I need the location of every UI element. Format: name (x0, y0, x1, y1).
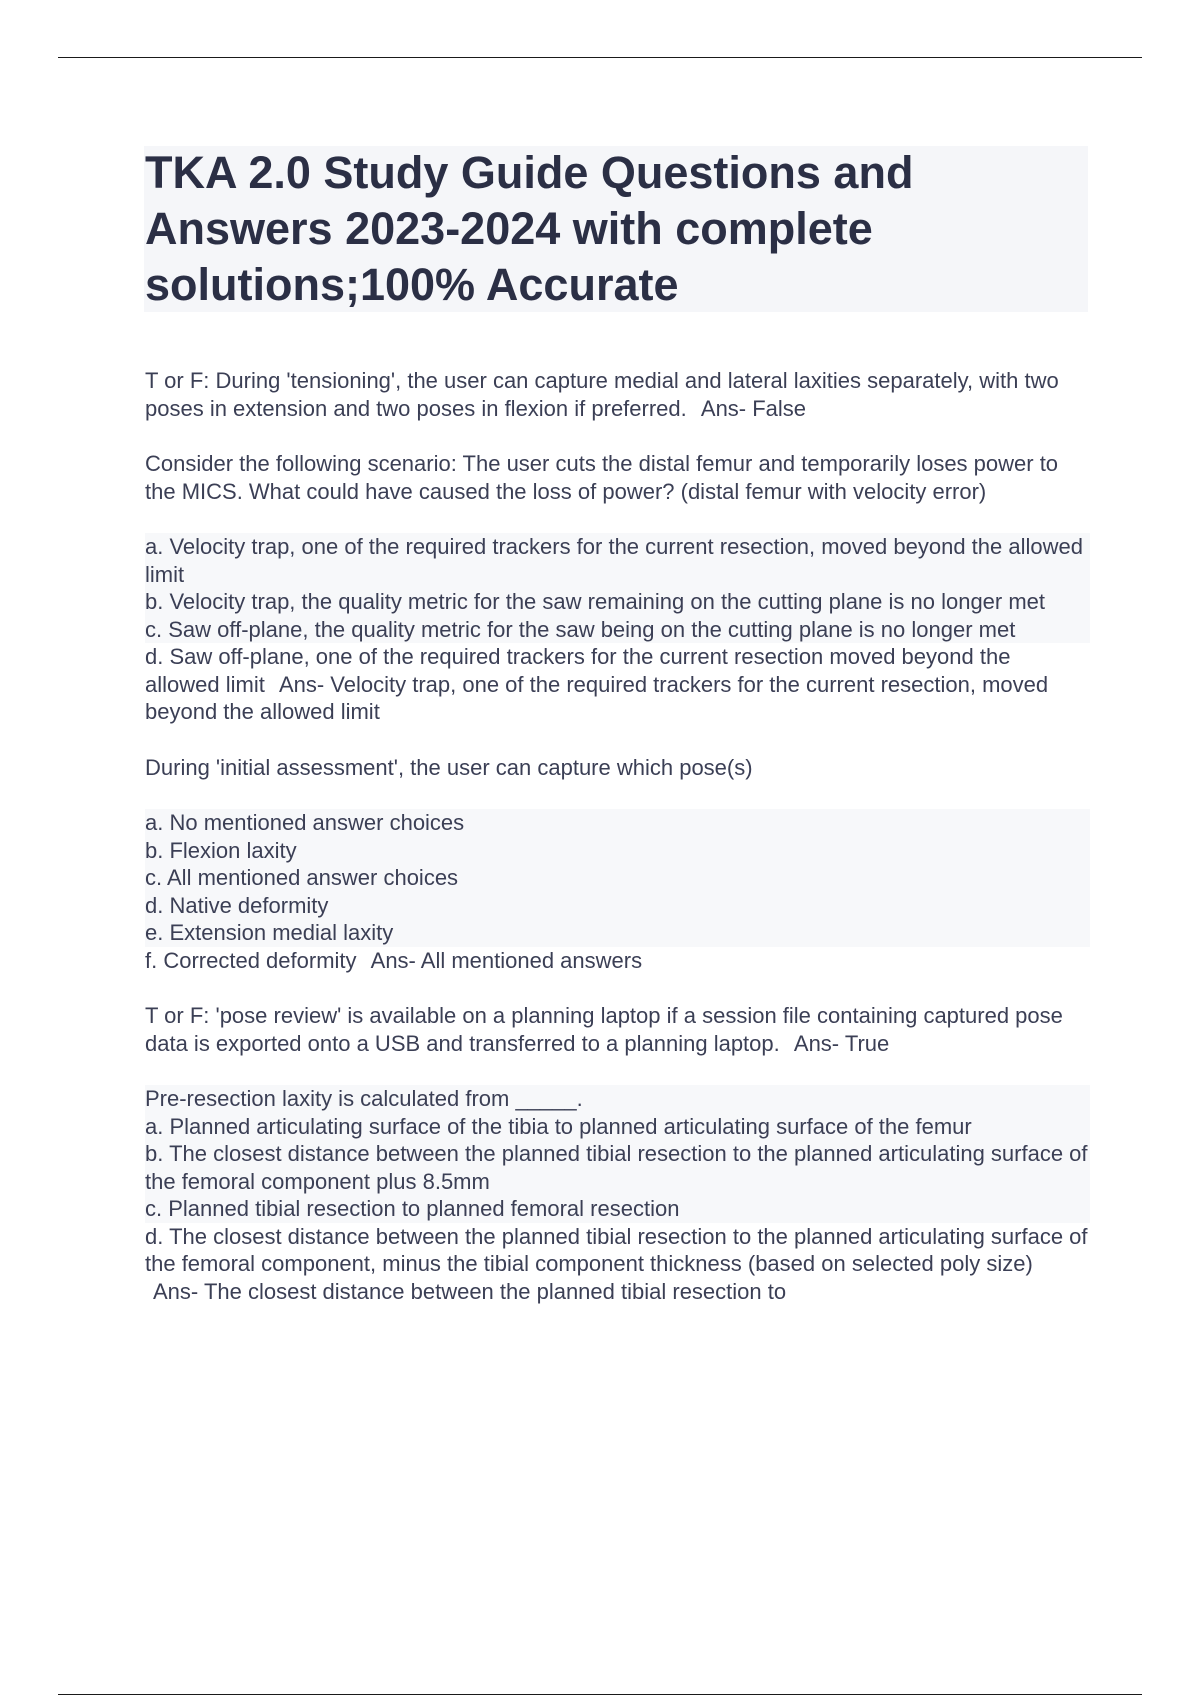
document-title: TKA 2.0 Study Guide Questions and Answers 2023-2024 with complete solutions;100% Accurate (145, 147, 914, 310)
question-block-tensioning (145, 367, 1090, 422)
option-item: c. Planned tibial resection to planned femoral resection (145, 1195, 1090, 1223)
option-item: b. Velocity trap, the quality metric for the saw remaining on the cutting plane is no longer met (145, 588, 1090, 616)
option-item: b. The closest distance between the planned tibial resection to the planned articulating surface of the femoral component plus 8.5mm (145, 1140, 1090, 1195)
question-text: T or F: 'pose review' is available on a planning laptop if a session file containing captured pose data is exported onto a USB and transferred to a planning laptop. (145, 1003, 1063, 1056)
answer-text: Ans- All mentioned answers (370, 947, 643, 973)
option-item: d. Native deformity (145, 892, 1090, 920)
option-item: a. Planned articulating surface of the tibia to planned articulating surface of the femur (145, 1113, 1090, 1141)
option-item: c. Saw off-plane, the quality metric for the saw being on the cutting plane is no longer met (145, 616, 1090, 644)
answer-text: Ans- The closest distance between the planned tibial resection to (153, 1278, 787, 1304)
answer-text: Ans- Velocity trap, one of the required trackers for the current resection, moved beyond the allowed limit (145, 671, 1049, 724)
question-text: Pre-resection laxity is calculated from _____. (145, 1085, 1090, 1113)
question-text: Consider the following scenario: The user cuts the distal femur and temporarily loses power to the MICS. What could have caused the loss of power? (distal femur with velocity error) (145, 451, 1059, 504)
option-item: a. Velocity trap, one of the required trackers for the current resection, moved beyond the allowed limit (145, 533, 1090, 588)
option-item: d. Saw off-plane, one of the required trackers for the current resection moved beyond the allowed limit (145, 644, 1011, 697)
option-item: e. Extension medial laxity (145, 919, 1090, 947)
option-item: a. No mentioned answer choices (145, 809, 1090, 837)
footer-rule (58, 1694, 1142, 1695)
question-text: T or F: During 'tensioning', the user can capture medial and lateral laxities separately, with two poses in extension and two poses in flexion if preferred. (145, 368, 1059, 421)
answer-text: Ans- False (700, 395, 807, 421)
question-text: During 'initial assessment', the user can capture which pose(s) (145, 754, 753, 780)
answer-text: Ans- True (793, 1030, 890, 1056)
question-block-scenario (145, 450, 1090, 505)
option-item: b. Flexion laxity (145, 837, 1090, 865)
option-item: f. Corrected deformity (145, 947, 357, 973)
header-rule (58, 57, 1142, 58)
question-block-pose-review (145, 1002, 1090, 1057)
option-item: c. All mentioned answer choices (145, 864, 1090, 892)
options-block-velocity (145, 533, 1090, 726)
document-body (145, 367, 1090, 1333)
option-item: d. The closest distance between the planned tibial resection to the planned articulating surface of the femoral component, minus the tibial component thickness (based on selected poly size) (145, 1223, 1088, 1276)
question-block-initial-assessment (145, 754, 1090, 782)
question-block-laxity (145, 1085, 1090, 1305)
options-block-poses (145, 809, 1090, 974)
